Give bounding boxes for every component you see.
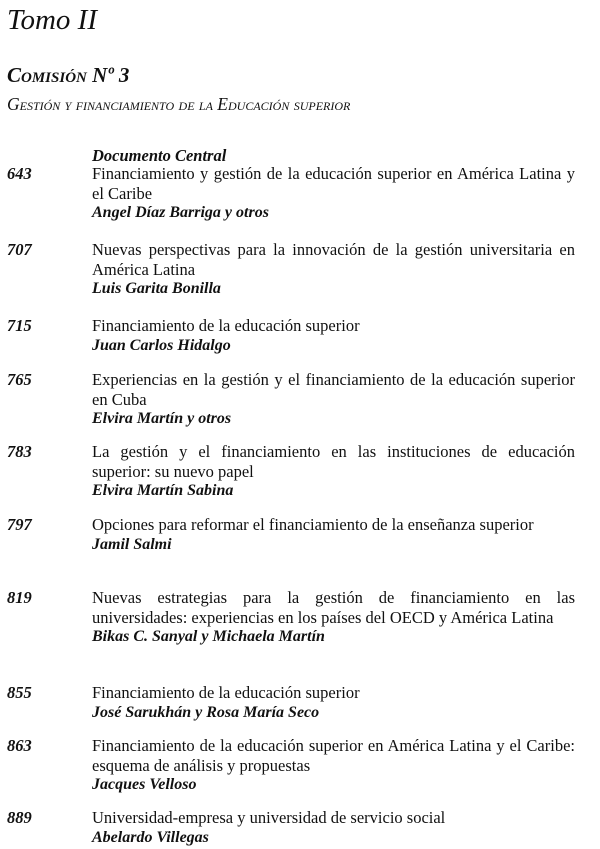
entry-title: Financiamiento de la educación superior [92, 683, 360, 702]
entry-author: José Sarukhán y Rosa María Seco [92, 703, 320, 721]
page-number: 765 [7, 370, 32, 389]
section-heading: Documento Central [92, 146, 227, 165]
entry-title: La gestión y el financiamiento en las instituciones de educación superior: su nuevo papel [92, 442, 575, 481]
entry-author: Angel Díaz Barriga y otros [92, 204, 269, 221]
page-number: 855 [7, 683, 32, 702]
page-number: 889 [7, 808, 32, 827]
page-number: 819 [7, 588, 32, 607]
commission-subtitle: Gestión y financiamiento de la Educación superior [7, 94, 351, 114]
page-number: 797 [7, 515, 32, 534]
entry-author: Luis Garita Bonilla [92, 280, 221, 297]
entry-title: Nuevas estrategias para la gestión de financiamiento en las universidades: experiencias en los países del OECD y América Latina [92, 588, 575, 627]
page-number: 707 [7, 240, 32, 259]
entry-title: Universidad-empresa y universidad de servicio social [92, 808, 446, 827]
entry-author: Jamil Salmi [92, 535, 172, 553]
page-number: 715 [7, 316, 32, 335]
entry-title: Experiencias en la gestión y el financiamiento de la educación superior en Cuba [92, 370, 575, 409]
page-number: 783 [7, 442, 32, 461]
entry-title: Financiamiento de la educación superior en América Latina y el Caribe: esquema de análisis y propuestas [92, 736, 575, 775]
entry-author: Juan Carlos Hidalgo [92, 336, 231, 354]
entry-title: Opciones para reformar el financiamiento de la enseñanza superior [92, 515, 534, 534]
entry-author: Elvira Martín y otros [92, 410, 232, 427]
page-number: 863 [7, 736, 32, 755]
entry-author: Bikas C. Sanyal y Michaela Martín [92, 628, 325, 645]
entry-author: Abelardo Villegas [92, 828, 209, 846]
entry-title: Financiamiento y gestión de la educación superior en América Latina y el Caribe [92, 164, 575, 203]
entry-title: Nuevas perspectivas para la innovación de la gestión universitaria en América Latina [92, 240, 575, 279]
entry-author: Elvira Martín Sabina [92, 482, 234, 499]
commission-heading: Comisión Nº 3 [7, 63, 130, 87]
entry-author: Jacques Velloso [92, 776, 197, 793]
page-number: 643 [7, 164, 32, 183]
volume-title: Tomo II [7, 4, 97, 36]
entry-title: Financiamiento de la educación superior [92, 316, 360, 335]
